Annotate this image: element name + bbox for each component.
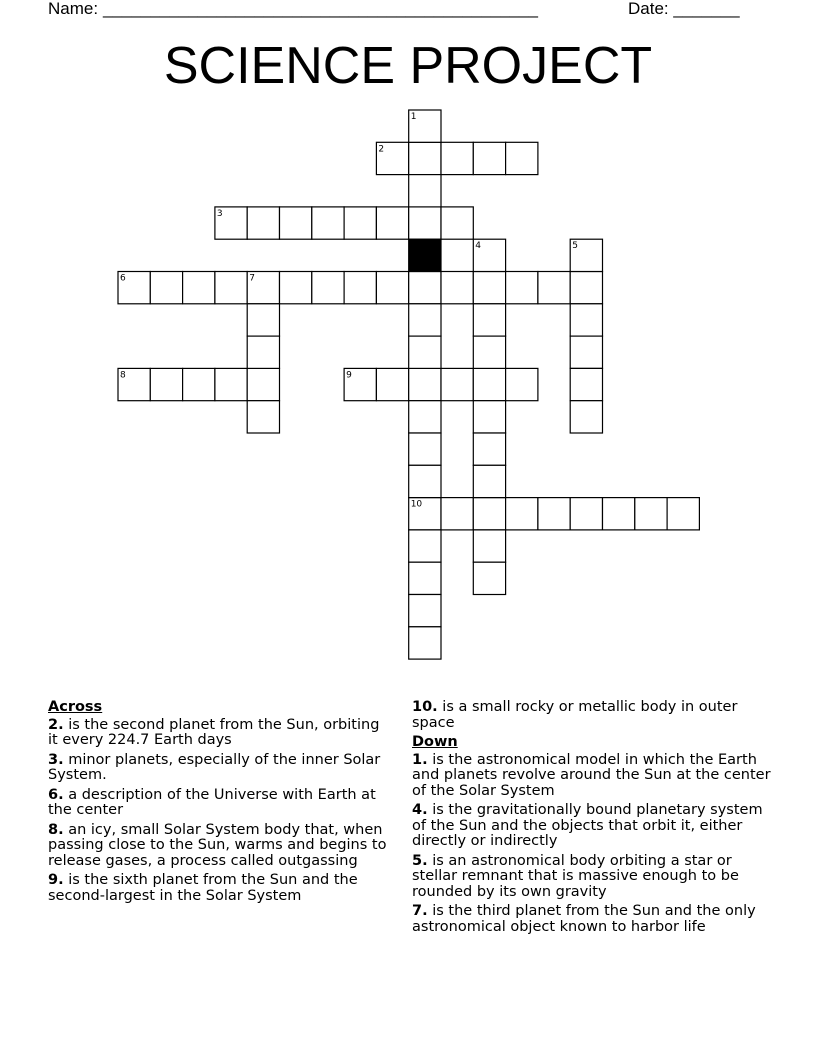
grid-cell[interactable] — [280, 272, 312, 304]
grid-cell[interactable] — [570, 272, 602, 304]
grid-cell[interactable] — [473, 562, 505, 594]
grid-cell[interactable] — [409, 336, 441, 368]
clues-right-column — [412, 700, 772, 939]
grid-cell[interactable] — [441, 207, 473, 239]
grid-cell[interactable] — [183, 368, 215, 400]
grid-cell[interactable] — [635, 498, 667, 530]
down-heading: Down — [412, 734, 458, 750]
grid-cell[interactable] — [441, 368, 473, 400]
grid-cell[interactable] — [409, 433, 441, 465]
across-heading: Across — [48, 699, 103, 715]
grid-cell[interactable] — [215, 368, 247, 400]
clue-across-2: 2. is the second planet from the Sun, orbiting it every 224.7 Earth days — [48, 716, 380, 748]
grid-cell[interactable] — [570, 336, 602, 368]
clue-across-6: 6. a description of the Universe with Earth at the center — [48, 786, 376, 818]
clue-down-4: 4. is the gravitationally bound planetary system of the Sun and the objects that orbit it, either directly or indirectly — [412, 802, 763, 849]
clue-down-5: 5. is an astronomical body orbiting a star or stellar remnant that is massive enough to be rounded by its own gravity — [412, 852, 739, 900]
grid-cell[interactable] — [312, 207, 344, 239]
grid-number-3: 3 — [216, 208, 223, 219]
date-label: Date: _______ — [628, 0, 740, 18]
grid-cell[interactable] — [247, 304, 279, 336]
grid-cell[interactable] — [441, 498, 473, 530]
grid-cell[interactable] — [570, 368, 602, 400]
grid-number-4: 4 — [475, 241, 482, 252]
grid-cell[interactable] — [409, 368, 441, 400]
grid-cell[interactable] — [409, 595, 441, 627]
grid-cell[interactable] — [473, 304, 505, 336]
grid-cell[interactable] — [215, 272, 247, 304]
grid-cell[interactable] — [506, 368, 538, 400]
grid-cell[interactable] — [506, 498, 538, 530]
grid-cell[interactable] — [570, 304, 602, 336]
grid-cell[interactable] — [409, 207, 441, 239]
grid-cell[interactable] — [247, 368, 279, 400]
clue-across-8: 8. an icy, small Solar System body that, when passing close to the Sun, warms and begins to release gases, a process called outgassing — [48, 821, 387, 869]
grid-cell[interactable] — [441, 272, 473, 304]
grid-cell[interactable] — [150, 272, 182, 304]
grid-cell[interactable] — [441, 142, 473, 174]
name-line: ______________________________________________ — [103, 0, 538, 18]
grid-cell[interactable] — [376, 368, 408, 400]
name-label: Name: — [48, 0, 99, 18]
grid-cell[interactable] — [409, 627, 441, 659]
clue-across-9: 9. is the sixth planet from the Sun and the second-largest in the Solar System — [48, 872, 358, 904]
grid-cell[interactable] — [183, 272, 215, 304]
grid-cell[interactable] — [473, 465, 505, 497]
clue-across-10: 10. is a small rocky or metallic body in outer space — [412, 699, 738, 731]
grid-cell[interactable] — [473, 498, 505, 530]
grid-cell[interactable] — [376, 272, 408, 304]
grid-number-5: 5 — [572, 241, 578, 252]
clue-down-1: 1. is the astronomical model in which the Earth and planets revolve around the Sun at the center of the Solar System — [412, 751, 771, 799]
grid-cell[interactable] — [409, 142, 441, 174]
grid-cell[interactable] — [538, 498, 570, 530]
grid-cell[interactable] — [473, 272, 505, 304]
grid-cell[interactable] — [506, 142, 538, 174]
grid-number-2: 2 — [378, 144, 385, 155]
grid-cell[interactable] — [538, 272, 570, 304]
grid-number-10: 10 — [410, 499, 423, 510]
grid-cell[interactable] — [376, 207, 408, 239]
page-title: SCIENCE PROJECT — [163, 37, 653, 95]
grid-number-7: 7 — [249, 273, 255, 284]
grid-cell[interactable] — [247, 401, 279, 433]
grid-cell[interactable] — [344, 207, 376, 239]
grid-cell[interactable] — [603, 498, 635, 530]
clue-across-3: 3. minor planets, especially of the inner Solar System. — [48, 751, 381, 783]
grid-cell[interactable] — [280, 207, 312, 239]
clues-left-column — [48, 700, 393, 908]
grid-cell[interactable] — [150, 368, 182, 400]
grid-black-cell — [409, 239, 441, 271]
grid-cell[interactable] — [247, 207, 279, 239]
grid-cell[interactable] — [473, 368, 505, 400]
grid-cell[interactable] — [409, 401, 441, 433]
grid-cell[interactable] — [506, 272, 538, 304]
grid-cell[interactable] — [473, 530, 505, 562]
grid-cell[interactable] — [473, 433, 505, 465]
grid-cell[interactable] — [409, 530, 441, 562]
grid-cell[interactable] — [473, 401, 505, 433]
grid-cell[interactable] — [667, 498, 699, 530]
grid-cell[interactable] — [570, 498, 602, 530]
grid-cell[interactable] — [409, 465, 441, 497]
grid-cell[interactable] — [247, 336, 279, 368]
grid-number-8: 8 — [120, 370, 126, 381]
grid-cell[interactable] — [473, 336, 505, 368]
grid-cell[interactable] — [409, 272, 441, 304]
grid-number-9: 9 — [346, 370, 352, 381]
grid-cell[interactable] — [473, 142, 505, 174]
grid-number-6: 6 — [120, 273, 126, 284]
grid-cell[interactable] — [570, 401, 602, 433]
grid-cell[interactable] — [312, 272, 344, 304]
grid-cell[interactable] — [409, 175, 441, 207]
grid-number-1: 1 — [410, 112, 417, 122]
clue-down-7: 7. is the third planet from the Sun and the only astronomical object known to harbor life — [412, 903, 756, 935]
grid-cell[interactable] — [344, 272, 376, 304]
grid-cell[interactable] — [409, 562, 441, 594]
grid-cell[interactable] — [409, 304, 441, 336]
